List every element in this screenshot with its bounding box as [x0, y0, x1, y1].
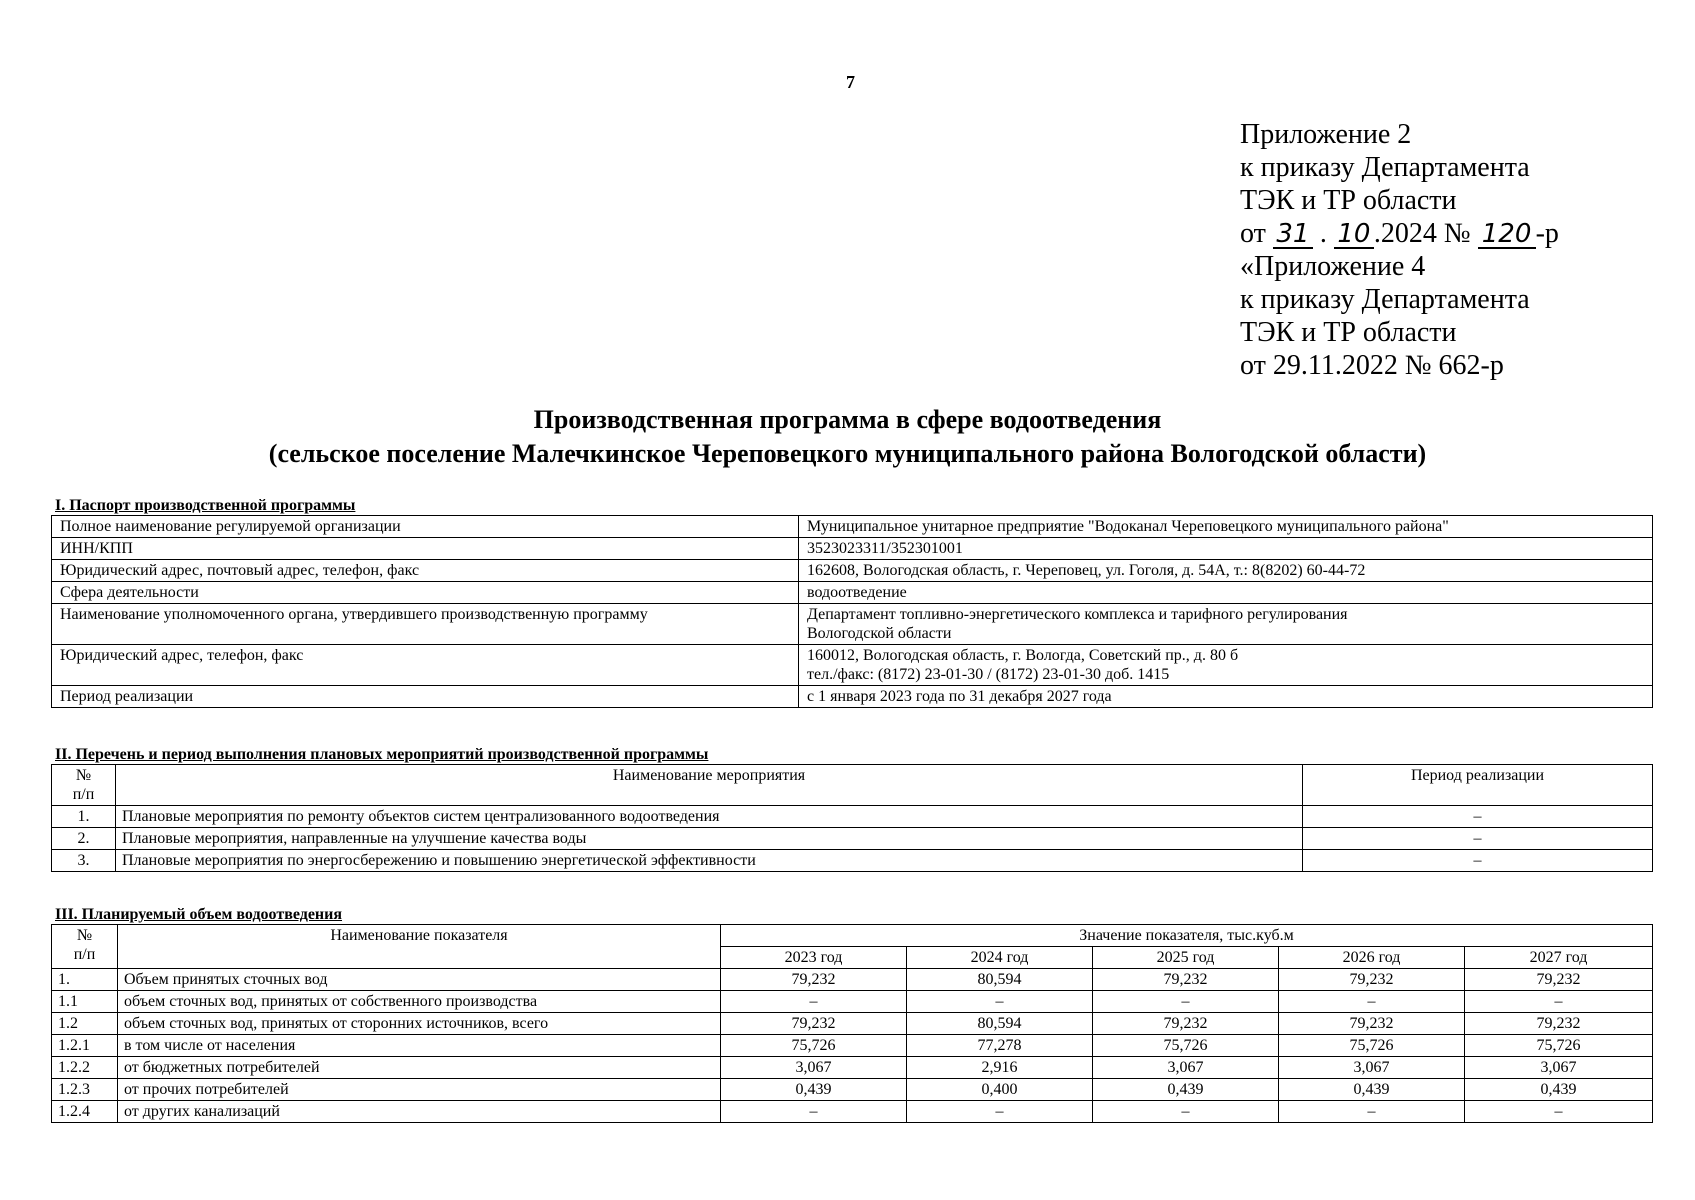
volume-row [52, 1057, 1653, 1079]
indicator-value: – [907, 991, 1093, 1013]
passport-value-line: с 1 января 2023 года по 31 декабря 2027 года [807, 688, 1112, 705]
passport-value [799, 645, 1653, 686]
indicator-value: 80,594 [907, 969, 1093, 991]
indicator-number: 1.1 [52, 991, 118, 1013]
header-text: п/п [73, 946, 96, 963]
indicator-name: в том числе от населения [118, 1035, 721, 1057]
indicator-value: 75,726 [1093, 1035, 1279, 1057]
volume-row [52, 1035, 1653, 1057]
title-line-1: Производственная программа в сфере водоотведения [533, 405, 1162, 434]
appendix-line: ТЭК и ТР области [1240, 317, 1457, 348]
indicator-value: 0,439 [1465, 1079, 1653, 1101]
indicator-value: – [1279, 1101, 1465, 1123]
col-period-header: Период реализации [1303, 765, 1653, 806]
passport-value-line: Департамент топливно-энергетического комплекса и тарифного регулирования [807, 606, 1348, 623]
date-dot: . [1312, 218, 1334, 249]
passport-label: ИНН/КПП [52, 538, 799, 560]
appendix-date-year: .2024 № [1373, 218, 1471, 249]
indicator-number: 1.2 [52, 1013, 118, 1035]
activities-table [51, 764, 1653, 872]
section1-heading: I. Паспорт производственной программы [55, 497, 356, 514]
passport-value-line: 162608, Вологодская область, г. Череповец, ул. Гоголя, д. 54А, т.: 8(8202) 60-44-72 [807, 562, 1366, 579]
indicator-value: – [1465, 991, 1653, 1013]
volume-row [52, 969, 1653, 991]
indicator-value: 79,232 [1465, 969, 1653, 991]
indicator-value: – [1279, 991, 1465, 1013]
activity-period: – [1303, 828, 1653, 850]
appendix-line: к приказу Департамента [1240, 284, 1530, 315]
passport-row [52, 538, 1653, 560]
indicator-value: 79,232 [1093, 1013, 1279, 1035]
indicator-value: 2,916 [907, 1057, 1093, 1079]
passport-value-line: 3523023311/352301001 [807, 540, 963, 557]
passport-value-line: Вологодской области [807, 625, 952, 642]
passport-label: Сфера деятельности [52, 582, 799, 604]
indicator-name: от других канализаций [118, 1101, 721, 1123]
section2-heading: II. Перечень и период выполнения плановых мероприятий производственной программы [55, 746, 709, 763]
indicator-value: 0,439 [1093, 1079, 1279, 1101]
indicator-value: – [907, 1101, 1093, 1123]
passport-value [799, 686, 1653, 708]
year-header: 2024 год [907, 947, 1093, 969]
indicator-value: 79,232 [1093, 969, 1279, 991]
indicator-value: – [1465, 1101, 1653, 1123]
col-number-header [52, 765, 116, 806]
indicator-name: объем сточных вод, принятых от собственного производства [118, 991, 721, 1013]
header-text: п/п [72, 786, 95, 803]
indicator-value: 79,232 [1465, 1013, 1653, 1035]
header-text: № [76, 927, 93, 944]
indicator-value: – [721, 1101, 907, 1123]
indicator-value: 3,067 [1279, 1057, 1465, 1079]
appendix-line: ТЭК и ТР области [1240, 185, 1457, 216]
indicator-value: 0,439 [1279, 1079, 1465, 1101]
passport-value-line: водоотведение [807, 584, 907, 601]
activity-number: 1. [52, 806, 116, 828]
indicator-value: – [1093, 991, 1279, 1013]
activity-period: – [1303, 806, 1653, 828]
passport-value [799, 582, 1653, 604]
passport-value [799, 560, 1653, 582]
appendix-line: Приложение 2 [1240, 119, 1412, 150]
activity-name: Плановые мероприятия по ремонту объектов систем централизованного водоотведения [116, 806, 1303, 828]
appendix-date-prefix: от [1240, 218, 1266, 249]
indicator-number: 1.2.4 [52, 1101, 118, 1123]
passport-label: Юридический адрес, почтовый адрес, телефон, факс [52, 560, 799, 582]
indicator-value: 79,232 [721, 1013, 907, 1035]
passport-label: Юридический адрес, телефон, факс [52, 645, 799, 686]
activity-name: Плановые мероприятия, направленные на улучшение качества воды [116, 828, 1303, 850]
activity-row [52, 850, 1653, 872]
passport-value [799, 538, 1653, 560]
section3-heading: III. Планируемый объем водоотведения [55, 906, 343, 923]
passport-row [52, 516, 1653, 538]
appendix-line: «Приложение 4 [1240, 251, 1426, 282]
indicator-value: 79,232 [1279, 1013, 1465, 1035]
passport-value-line: 160012, Вологодская область, г. Вологда, Советский пр., д. 80 б [807, 647, 1239, 664]
indicator-name: от прочих потребителей [118, 1079, 721, 1101]
appendix-date-suffix: -р [1535, 218, 1559, 249]
indicator-value: 80,594 [907, 1013, 1093, 1035]
year-header: 2026 год [1279, 947, 1465, 969]
header-text: № [75, 767, 92, 784]
volume-table [51, 924, 1653, 1123]
activity-name: Плановые мероприятия по энергосбережению и повышению энергетической эффективности [116, 850, 1303, 872]
activity-row [52, 806, 1653, 828]
volume-row [52, 1013, 1653, 1035]
handwritten-order-number: 120 [1478, 221, 1536, 249]
title-line-2: (сельское поселение Малечкинское Череповецкого муниципального района Вологодской области) [268, 439, 1427, 468]
indicator-value: – [721, 991, 907, 1013]
indicator-name: Объем принятых сточных вод [118, 969, 721, 991]
appendix-line: к приказу Департамента [1240, 152, 1530, 183]
indicator-value: 79,232 [1279, 969, 1465, 991]
appendix-date-line [1240, 217, 1559, 250]
volume-row [52, 991, 1653, 1013]
volume-row [52, 1079, 1653, 1101]
handwritten-day: 31 [1273, 221, 1313, 249]
col-number-header [52, 925, 118, 969]
passport-row [52, 604, 1653, 645]
passport-row [52, 686, 1653, 708]
indicator-value: 0,439 [721, 1079, 907, 1101]
indicator-number: 1. [52, 969, 118, 991]
passport-label: Период реализации [52, 686, 799, 708]
activity-number: 2. [52, 828, 116, 850]
indicator-name: от бюджетных потребителей [118, 1057, 721, 1079]
passport-value-line: Муниципальное унитарное предприятие "Водоканал Череповецкого муниципального района" [807, 518, 1449, 535]
activity-number: 3. [52, 850, 116, 872]
indicator-value: 3,067 [1465, 1057, 1653, 1079]
col-value-header: Значение показателя, тыс.куб.м [721, 925, 1653, 947]
indicator-value: 0,400 [907, 1079, 1093, 1101]
appendix-block [1240, 118, 1559, 382]
col-name-header: Наименование мероприятия [116, 765, 1303, 806]
appendix-line: от 29.11.2022 № 662-р [1240, 350, 1504, 381]
indicator-value: 75,726 [1279, 1035, 1465, 1057]
indicator-value: 75,726 [1465, 1035, 1653, 1057]
passport-row [52, 645, 1653, 686]
document-title [0, 403, 1695, 471]
activity-row [52, 828, 1653, 850]
indicator-value: 79,232 [721, 969, 907, 991]
year-header: 2025 год [1093, 947, 1279, 969]
indicator-value: 77,278 [907, 1035, 1093, 1057]
indicator-value: 3,067 [1093, 1057, 1279, 1079]
passport-table [51, 515, 1653, 708]
indicator-value: – [1093, 1101, 1279, 1123]
passport-label: Полное наименование регулируемой организации [52, 516, 799, 538]
passport-row [52, 560, 1653, 582]
year-header: 2027 год [1465, 947, 1653, 969]
passport-label: Наименование уполномоченного органа, утвердившего производственную программу [52, 604, 799, 645]
indicator-value: 3,067 [721, 1057, 907, 1079]
passport-value-line: тел./факс: (8172) 23-01-30 / (8172) 23-01-30 доб. 1415 [807, 666, 1170, 683]
handwritten-month: 10 [1334, 221, 1374, 249]
year-header: 2023 год [721, 947, 907, 969]
indicator-number: 1.2.2 [52, 1057, 118, 1079]
volume-row [52, 1101, 1653, 1123]
passport-value [799, 604, 1653, 645]
indicator-name: объем сточных вод, принятых от сторонних источников, всего [118, 1013, 721, 1035]
indicator-number: 1.2.3 [52, 1079, 118, 1101]
page-number: 7 [846, 72, 855, 92]
activity-period: – [1303, 850, 1653, 872]
passport-row [52, 582, 1653, 604]
indicator-value: 75,726 [721, 1035, 907, 1057]
passport-value [799, 516, 1653, 538]
col-indicator-header: Наименование показателя [118, 925, 721, 969]
indicator-number: 1.2.1 [52, 1035, 118, 1057]
